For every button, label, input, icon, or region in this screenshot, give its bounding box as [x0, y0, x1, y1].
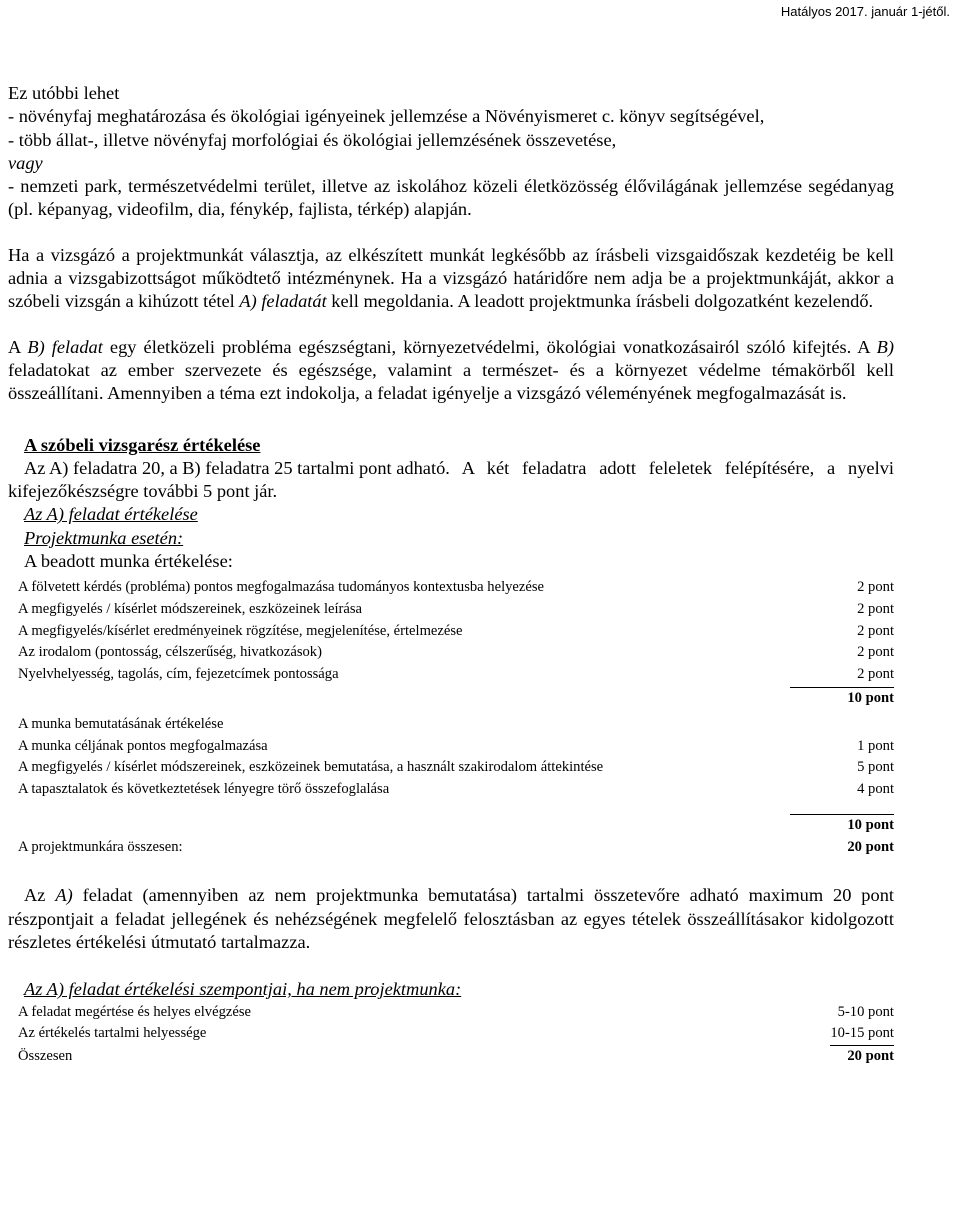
table-row: A megfigyelés/kísérlet eredményeinek rögzítése, megjelenítése, értelmezése 2 pont [18, 622, 894, 639]
b-task-paragraph: A B) feladat egy életközeli probléma egészségtani, környezetvédelmi, ökológiai vonatkozásairól szóló kifejtés. A B) feladatokat az ember szervezete és egészsége, valamint a természet- és a környezet védelme témakörből kell összeállítani. Amennyiben a téma ezt indokolja, a feladat igényelje a vizsgázó véleményének megfogalmazását is. [8, 336, 894, 404]
eval-subtitle-a: Az A) feladat értékelése [24, 504, 198, 525]
table-row: Az értékelés tartalmi helyessége 10-15 pont [8, 1023, 894, 1046]
table-row: A fölvetett kérdés (probléma) pontos megfogalmazása tudományos kontextusba helyezése 2 pont [18, 579, 894, 596]
presentation-table [8, 714, 894, 859]
intro-vagy: vagy [8, 152, 43, 173]
eval-subtitle-project: Projektmunka esetén: [24, 527, 184, 548]
submitted-work-total: 10 pont [847, 690, 894, 707]
closing-paragraph: Az A) feladat (amennyiben az nem projektmunka bemutatása) tartalmi összetevőre adható maximum 20 pont részpontjait a feladat jellegének és nehézségének megfelelő felosztásban az egyes tételek összeállításakor kidolgozott részletes értékelési útmutató tartalmazza. [8, 885, 895, 953]
table-row: A megfigyelés / kísérlet módszereinek, eszközeinek bemutatása, a használt szakirodalom áttekintése 5 pont [18, 759, 894, 776]
table-row: A feladat megértése és helyes elvégzése 5-10 pont [18, 1003, 894, 1020]
table-row: Az irodalom (pontosság, célszerűség, hivatkozások) 2 pont [18, 644, 894, 661]
eval-paragraph: Az A) feladatra 20, a B) feladatra 25 tartalmi pont adható. A két feladatra adott feleletek felépítésére, a nyelvi kifejezőkészségre további 5 pont jár. [8, 457, 894, 502]
project-paragraph: Ha a vizsgázó a projektmunkát választja, az elkészített munkát legkésőbb az írásbeli vizsgaidőszak kezdetéig be kell adnia a vizsgabizottságot működtető intézménynek. Ha a vizsgázó határidőre nem adja be a projektmunkáját, akkor a szóbeli vizsgán a kihúzott tétel A) feladatát kell megoldania. A leadott projektmunka írásbeli dolgozatként kezelendő. [8, 244, 894, 312]
effective-date-header: Hatályos 2017. január 1-jétől. [780, 4, 950, 19]
intro-item-2: - több állat-, illetve növényfaj morfológiai és ökológiai jellemzésének összevetése, [8, 129, 617, 150]
intro-item-1: - növényfaj meghatározása és ökológiai igényeinek jellemzése a Növényismeret c. könyv segítségével, [8, 106, 765, 127]
table-row: Nyelvhelyesség, tagolás, cím, fejezetcímek pontossága 2 pont [18, 665, 894, 682]
project-grand-total-row: A projektmunkára összesen: 20 pont [18, 838, 894, 855]
criteria-sum-row: Összesen 20 pont [18, 1047, 894, 1064]
document-body [8, 82, 894, 1067]
criteria-title: Az A) feladat értékelési szempontjai, ha nem projektmunka: [24, 979, 462, 1000]
presentation-total: 10 pont [847, 817, 894, 834]
presentation-heading: A munka bemutatásának értékelése [18, 715, 224, 732]
eval-subtitle-submitted: A beadott munka értékelése: [24, 551, 233, 572]
intro-item-3: - nemzeti park, természetvédelmi terület, illetve az iskolához közeli életközösség élővilágának jellemzése segédanyag (pl. képanyag, videofilm, dia, fénykép, fajlista, térkép) alapján. [8, 176, 894, 220]
criteria-table [8, 1002, 894, 1068]
table-row: A tapasztalatok és következtetések lényegre törő összefoglalása 4 pont [18, 780, 894, 797]
intro-line: Ez utóbbi lehet [8, 83, 120, 103]
submitted-work-table [8, 577, 894, 710]
table-row: A megfigyelés / kísérlet módszereinek, eszközeinek leírása 2 pont [18, 600, 894, 617]
eval-title: A szóbeli vizsgarész értékelése [24, 434, 261, 455]
table-row: A munka céljának pontos megfogalmazása 1 pont [18, 737, 894, 754]
